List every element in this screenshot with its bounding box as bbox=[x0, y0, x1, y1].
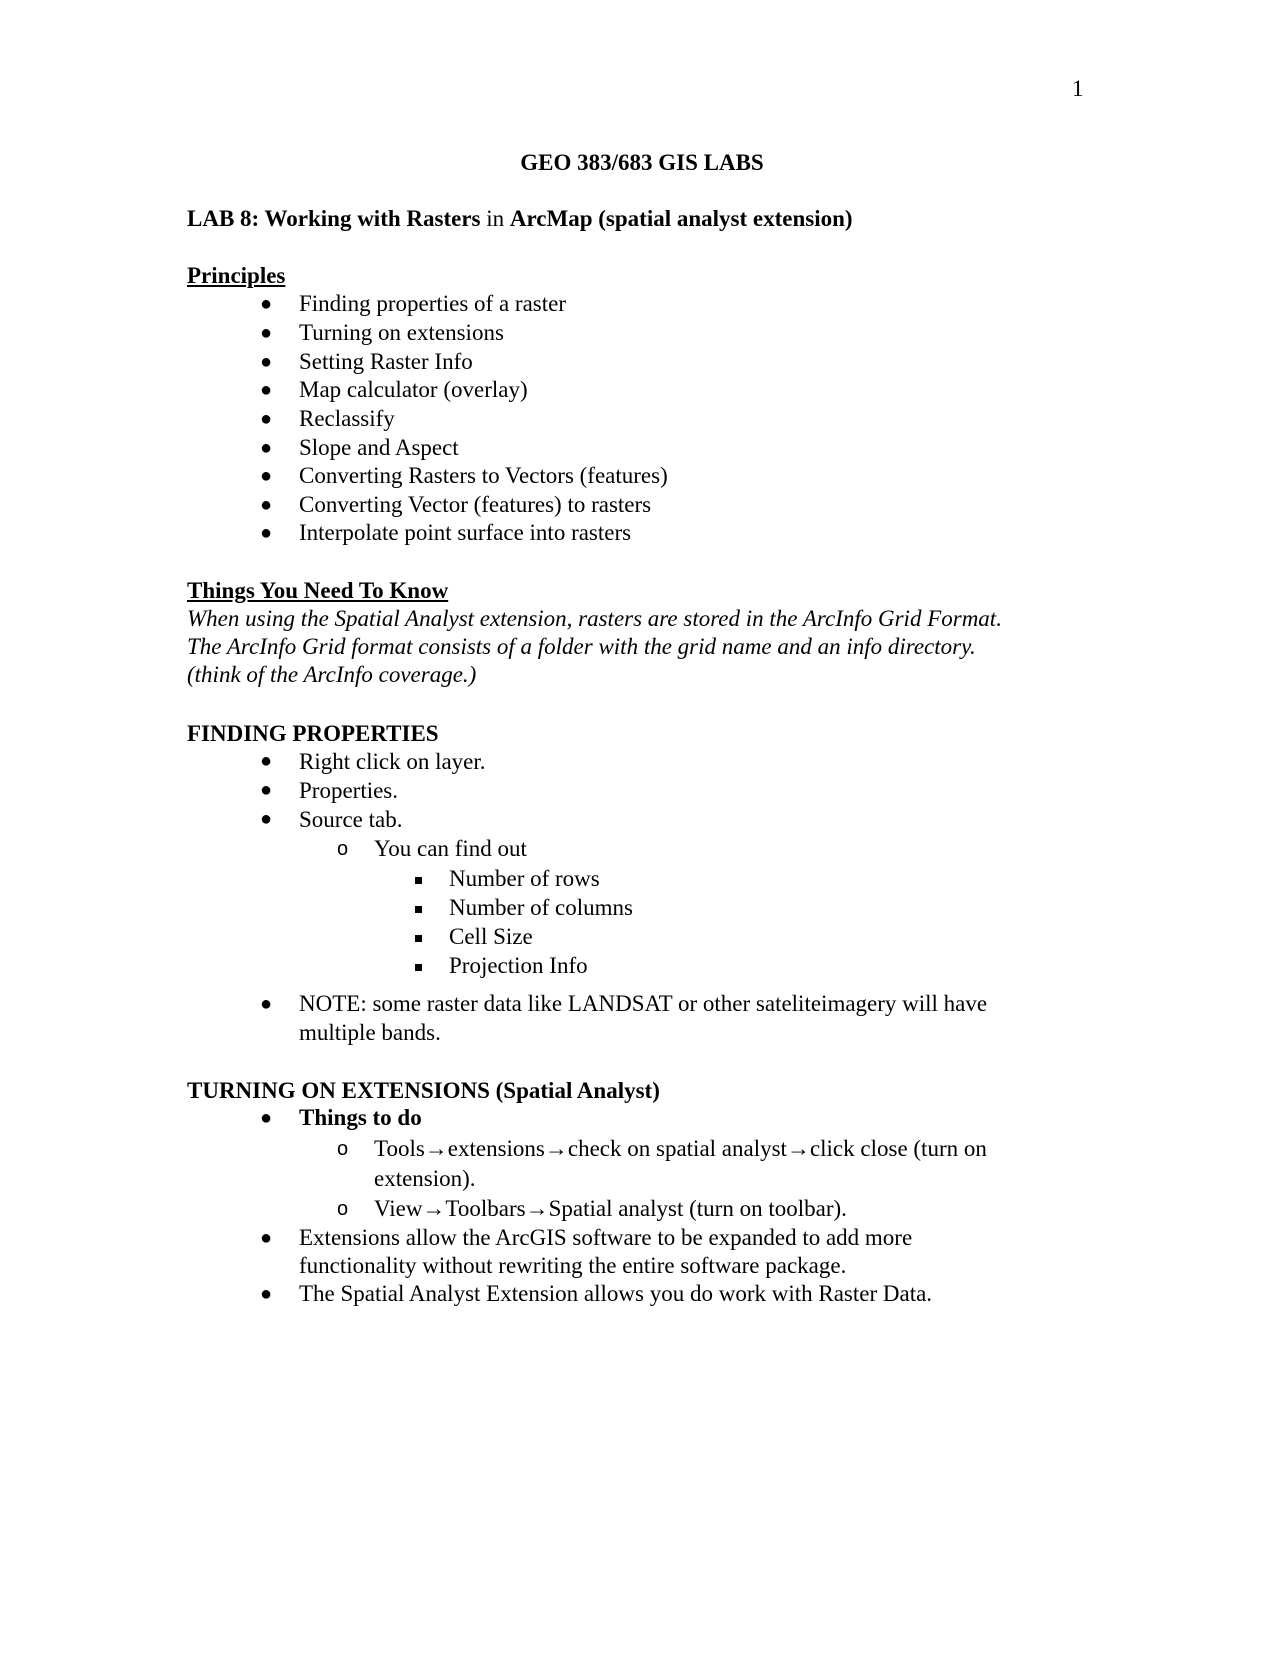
bullet-icon: ● bbox=[260, 993, 273, 1015]
bullet-icon: ● bbox=[260, 1283, 273, 1305]
bullet-icon: ● bbox=[260, 293, 273, 315]
list-item: Finding properties of a raster bbox=[299, 291, 566, 316]
step-text: Tools→extensions→check on spatial analyst→click close (turn on bbox=[374, 1136, 987, 1161]
bullet-icon: ● bbox=[260, 522, 273, 544]
document-title: GEO 383/683 GIS LABS bbox=[520, 150, 764, 175]
list-item: Setting Raster Info bbox=[299, 349, 473, 374]
list-item: Map calculator (overlay) bbox=[299, 377, 528, 402]
circle-bullet-icon: o bbox=[337, 1138, 349, 1160]
note-text: multiple bands. bbox=[299, 1020, 441, 1045]
bullet-icon: ● bbox=[260, 779, 273, 801]
bullet-icon: ● bbox=[260, 437, 273, 459]
info-text-line: (think of the ArcInfo coverage.) bbox=[187, 662, 477, 687]
bullet-icon: ● bbox=[260, 808, 273, 830]
square-bullet-icon bbox=[415, 877, 422, 884]
step-text: extension). bbox=[374, 1166, 476, 1191]
bullet-icon: ● bbox=[260, 322, 273, 344]
lab-title: LAB 8: Working with Rasters in ArcMap (spatial analyst extension) bbox=[187, 206, 853, 231]
sub-list-item: You can find out bbox=[374, 836, 527, 861]
info-text-line: The ArcInfo Grid format consists of a folder with the grid name and an info directory. bbox=[187, 634, 976, 659]
list-item: Properties. bbox=[299, 778, 399, 803]
bullet-icon: ● bbox=[260, 379, 273, 401]
info-text-line: When using the Spatial Analyst extension, rasters are stored in the ArcInfo Grid Format. bbox=[187, 606, 1002, 631]
list-item: Reclassify bbox=[299, 406, 395, 431]
things-to-do-label: Things to do bbox=[299, 1105, 422, 1130]
list-item: Turning on extensions bbox=[299, 320, 504, 345]
sub-sub-list-item: Number of rows bbox=[449, 866, 600, 891]
sub-sub-list-item: Number of columns bbox=[449, 895, 633, 920]
step-text: View→Toolbars→Spatial analyst (turn on toolbar). bbox=[374, 1196, 847, 1221]
extensions-heading: TURNING ON EXTENSIONS (Spatial Analyst) bbox=[187, 1078, 660, 1103]
sub-sub-list-item: Projection Info bbox=[449, 953, 588, 978]
principles-heading: Principles bbox=[187, 263, 286, 288]
bullet-icon: ● bbox=[260, 351, 273, 373]
list-item: Source tab. bbox=[299, 807, 403, 832]
list-item: functionality without rewriting the entire software package. bbox=[299, 1253, 847, 1278]
note-text: NOTE: some raster data like LANDSAT or other sateliteimagery will have bbox=[299, 991, 988, 1016]
list-item: Converting Rasters to Vectors (features) bbox=[299, 463, 668, 488]
bullet-icon: ● bbox=[260, 494, 273, 516]
sub-sub-list-item: Cell Size bbox=[449, 924, 533, 949]
circle-bullet-icon: o bbox=[337, 838, 349, 860]
square-bullet-icon bbox=[415, 935, 422, 942]
page-number: 1 bbox=[1072, 76, 1084, 101]
bullet-icon: ● bbox=[260, 1227, 273, 1249]
things-to-know-heading: Things You Need To Know bbox=[187, 578, 449, 603]
square-bullet-icon bbox=[415, 964, 422, 971]
list-item: Converting Vector (features) to rasters bbox=[299, 492, 652, 517]
square-bullet-icon bbox=[415, 906, 422, 913]
list-item: The Spatial Analyst Extension allows you do work with Raster Data. bbox=[299, 1281, 933, 1306]
bullet-icon: ● bbox=[260, 408, 273, 430]
bullet-icon: ● bbox=[260, 750, 273, 772]
list-item: Extensions allow the ArcGIS software to be expanded to add more bbox=[299, 1225, 913, 1250]
finding-properties-heading: FINDING PROPERTIES bbox=[187, 721, 439, 746]
bullet-icon: ● bbox=[260, 1107, 273, 1129]
list-item: Interpolate point surface into rasters bbox=[299, 520, 632, 545]
list-item: Right click on layer. bbox=[299, 749, 486, 774]
bullet-icon: ● bbox=[260, 465, 273, 487]
list-item: Slope and Aspect bbox=[299, 435, 459, 460]
circle-bullet-icon: o bbox=[337, 1198, 349, 1220]
